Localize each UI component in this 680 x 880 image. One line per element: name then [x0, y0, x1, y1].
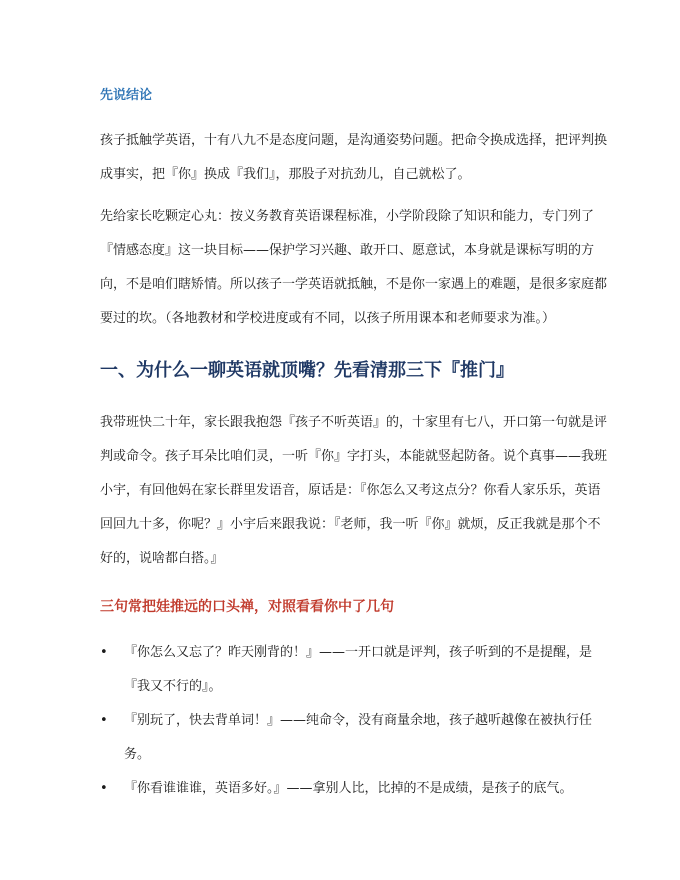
conclusion-paragraph-2 — [100, 200, 608, 336]
subsection-heading: 三句常把娃推远的口头禅，对照看看你中了几句 — [100, 599, 394, 615]
text-line: 要过的坎。（各地教材和学校进度或有不同，以孩子所用课本和老师要求为准。） — [100, 311, 556, 326]
text-line: 『情感态度』这一块目标——保护学习兴趣、敢开口、愿意试，本身就是课标写明的方 — [100, 243, 595, 258]
bullet-dot-icon: • — [100, 713, 108, 728]
text-line: 先给家长吃颗定心丸：按义务教育英语课程标准，小学阶段除了知识和能力，专门列了 — [100, 209, 595, 224]
text-line: 『别玩了，快去背单词！』——纯命令，没有商量余地，孩子越听越像在被执行任 — [124, 713, 593, 728]
text-line: 『我又不行的』。 — [124, 679, 222, 694]
conclusion-heading: 先说结论 — [100, 88, 153, 103]
text-line: 『你看谁谁谁，英语多好。』——拿别人比，比掉的不是成绩，是孩子的底气。 — [124, 781, 573, 796]
text-line: 向，不是咱们瞎矫情。所以孩子一学英语就抵触，不是你一家遇上的难题，是很多家庭都 — [100, 277, 608, 292]
bullet-dot-icon: • — [100, 645, 108, 660]
text-line: 孩子抵触学英语，十有八九不是态度问题，是沟通姿势问题。把命令换成选择，把评判换 — [100, 133, 608, 148]
text-line: 小宇，有回他妈在家长群里发语音，原话是：『你怎么又考这点分？你看人家乐乐，英语 — [100, 483, 601, 498]
list-item — [100, 772, 580, 806]
text-line: 回回九十多，你呢？』小宇后来跟我说：『老师，我一听『你』就烦，反正我就是那个不 — [100, 517, 601, 532]
list-item — [100, 704, 593, 772]
text-line: 成事实，把『你』换成『我们』，那股子对抗劲儿，自己就松了。 — [100, 167, 471, 182]
bullet-dot-icon: • — [100, 781, 108, 796]
conclusion-paragraph-1 — [100, 124, 608, 192]
bullet-list — [100, 636, 593, 806]
text-line: 务。 — [124, 747, 151, 762]
section-heading: 一、为什么一聊英语就顶嘴？先看清那三下『推门』 — [100, 360, 514, 381]
text-line: 『你怎么又忘了？昨天刚背的！』——一开口就是评判，孩子听到的不是提醒，是 — [124, 645, 593, 660]
text-line: 判或命令。孩子耳朵比咱们灵，一听『你』字打头，本能就竖起防备。说个真事——我班 — [100, 449, 608, 464]
list-item — [100, 636, 593, 704]
text-line: 我带班快二十年，家长跟我抱怨『孩子不听英语』的，十家里有七八，开口第一句就是评 — [100, 415, 608, 430]
section-paragraph — [100, 406, 608, 576]
text-line: 好的，说啥都白搭。』 — [100, 551, 224, 566]
